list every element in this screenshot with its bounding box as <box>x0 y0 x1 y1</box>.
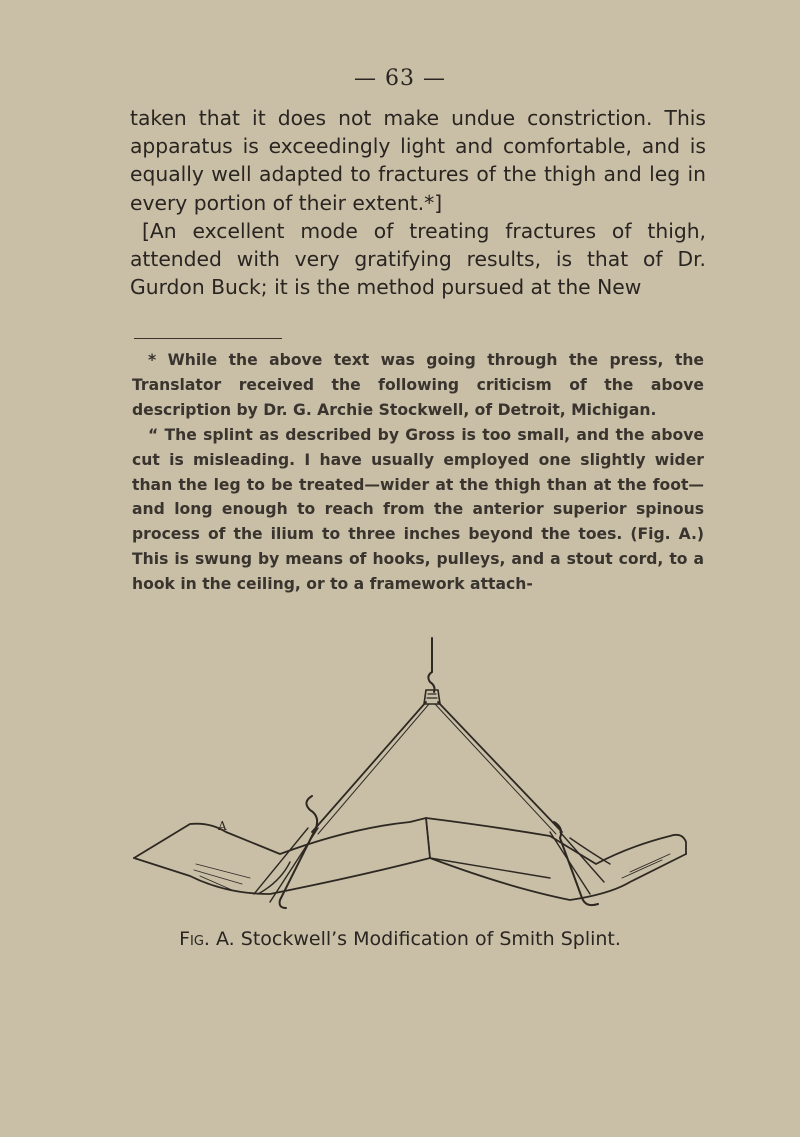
footnote-paragraph: “ The splint as described by Gross is too small, and the above cut is misleading. I have usually employed one slightly wider than the leg to be treated—wider at the thigh than at the foot—and long enough to reach from the anterior superior spinous process of the ilium to three inches beyond the toes. (Fig. A.) This is swung by means of hooks, pulleys, and a stout cord, to a hook in the ceiling, or to a framework attach- <box>132 425 704 594</box>
main-text <box>130 104 706 301</box>
left-rope-inner <box>318 704 429 834</box>
figure-caption <box>0 928 800 950</box>
right-rope-inner <box>435 704 556 834</box>
figure-marker-a: A <box>218 819 227 833</box>
pulley-wheel <box>427 694 437 698</box>
left-rope <box>312 702 426 832</box>
footnote-divider <box>134 338 282 339</box>
figure-caption-text: Stockwell’s Modification of Smith Splint. <box>240 928 621 950</box>
page-number: — 63 — <box>354 66 446 91</box>
footnote <box>132 348 704 597</box>
splint-drawing <box>130 632 700 922</box>
body-paragraph: taken that it does not make undue constriction. This apparatus is exceedingly light and comfortable, and is equally well adapted to fractures of the thigh and leg in every portion of their extent.*] <box>130 106 706 215</box>
ceiling-hook <box>428 672 434 692</box>
splint-shading <box>194 864 250 890</box>
footnote-paragraph: * While the above text was going through the press, the Translator received the following criticism of the above description by Dr. G. Archie Stockwell, of Detroit, Michigan. <box>132 351 704 419</box>
body-paragraph: [An excellent mode of treating fractures of thigh, attended with very gratifying results, is that of Dr. Gurdon Buck; it is the method pursued at the New <box>130 218 706 300</box>
right-rope <box>438 702 562 832</box>
right-hook <box>554 822 598 905</box>
splint-top-edge <box>134 818 430 858</box>
splint-illustration <box>130 632 700 922</box>
figure-label: Fig. A. <box>179 928 235 950</box>
